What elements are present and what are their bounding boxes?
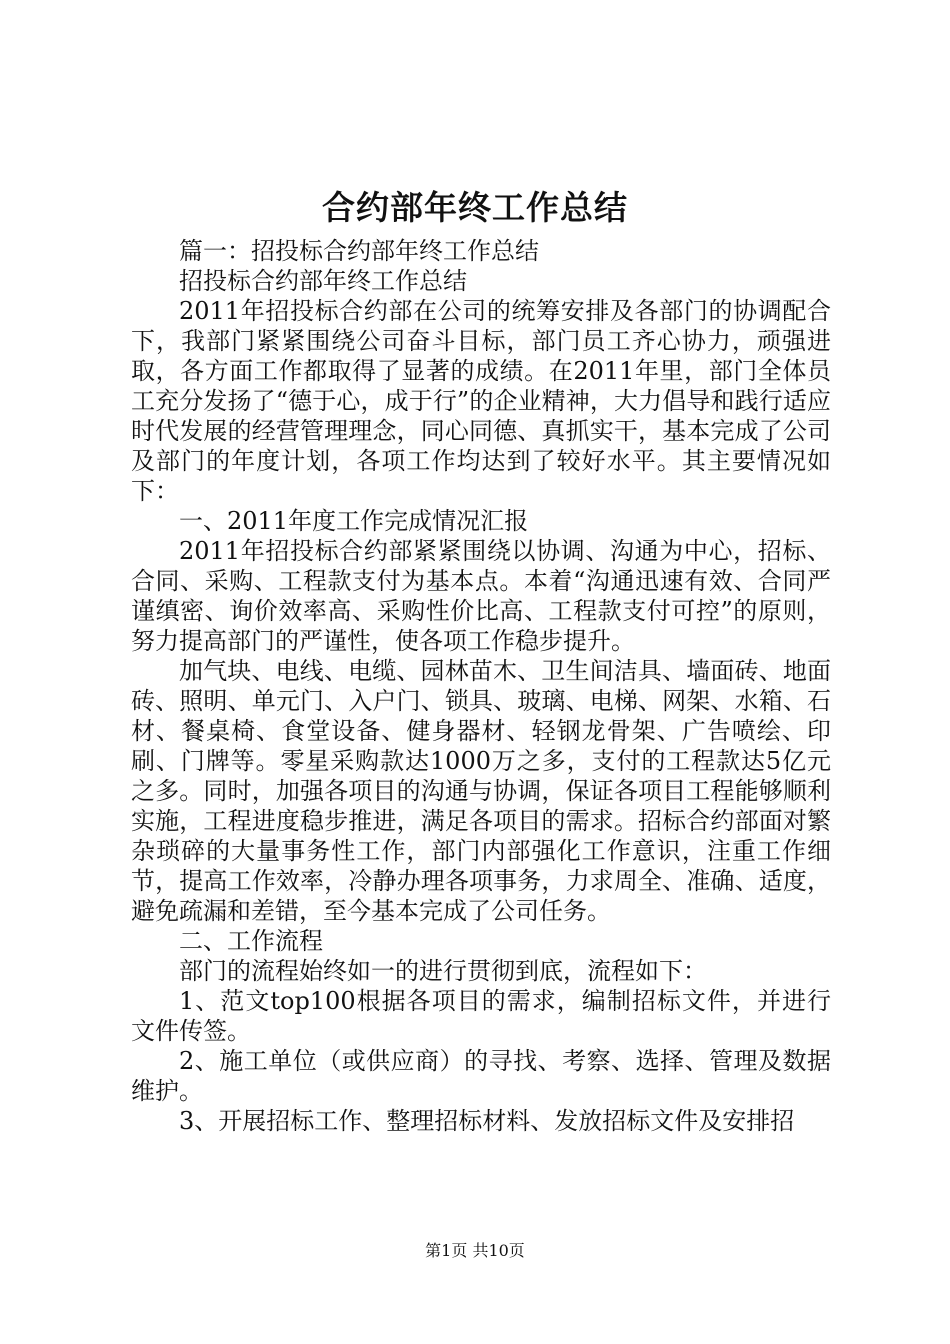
paragraph: 加气块、电线、电缆、园林苗木、卫生间洁具、墙面砖、地面砖、照明、单元门、入户门、锁具、玻璃、电梯、网架、水箱、石材、餐桌椅、食堂设备、健身器材、轻钢龙骨架、广告喷绘、印刷、门牌等。零星采购款达1000万之多，支付的工程款达5亿元之多。同时，加强各项目的沟通与协调，保证各项目工程能够顺利实施，工程进度稳步推进，满足各项目的需求。招标合约部面对繁杂琐碎的大量事务性工作，部门内部强化工作意识，注重工作细节，提高工作效率，冷静办理各项事务，力求周全、准确、适度，避免疏漏和差错，至今基本完成了公司任务。 bbox=[131, 657, 831, 925]
paragraph: 二、工作流程 bbox=[179, 927, 323, 955]
document-body bbox=[131, 236, 831, 1136]
paragraph: 篇一：招投标合约部年终工作总结 bbox=[179, 237, 539, 265]
paragraph: 招投标合约部年终工作总结 bbox=[179, 267, 467, 295]
paragraph: 3、开展招标工作、整理招标材料、发放招标文件及安排招 bbox=[179, 1107, 795, 1135]
paragraph: 1、范文top100根据各项目的需求，编制招标文件，并进行文件传签。 bbox=[131, 987, 831, 1045]
paragraph: 部门的流程始终如一的进行贯彻到底，流程如下： bbox=[179, 957, 707, 985]
paragraph: 2011年招投标合约部紧紧围绕以协调、沟通为中心，招标、合同、采购、工程款支付为基本点。本着“沟通迅速有效、合同严谨缜密、询价效率高、采购性价比高、工程款支付可控”的原则，努力提高部门的严谨性，使各项工作稳步提升。 bbox=[131, 537, 831, 655]
document-title: 合约部年终工作总结 bbox=[322, 188, 628, 227]
page-number-footer: 第1页 共10页 bbox=[425, 1241, 525, 1260]
paragraph: 2、施工单位（或供应商）的寻找、考察、选择、管理及数据维护。 bbox=[131, 1047, 831, 1105]
paragraph: 2011年招投标合约部在公司的统筹安排及各部门的协调配合下，我部门紧紧围绕公司奋斗目标，部门员工齐心协力，顽强进取，各方面工作都取得了显著的成绩。在2011年里，部门全体员工充分发扬了“德于心，成于行”的企业精神，大力倡导和践行适应时代发展的经营管理理念，同心同德、真抓实干，基本完成了公司及部门的年度计划，各项工作均达到了较好水平。其主要情况如下： bbox=[131, 297, 831, 505]
paragraph: 一、2011年度工作完成情况汇报 bbox=[179, 507, 529, 535]
